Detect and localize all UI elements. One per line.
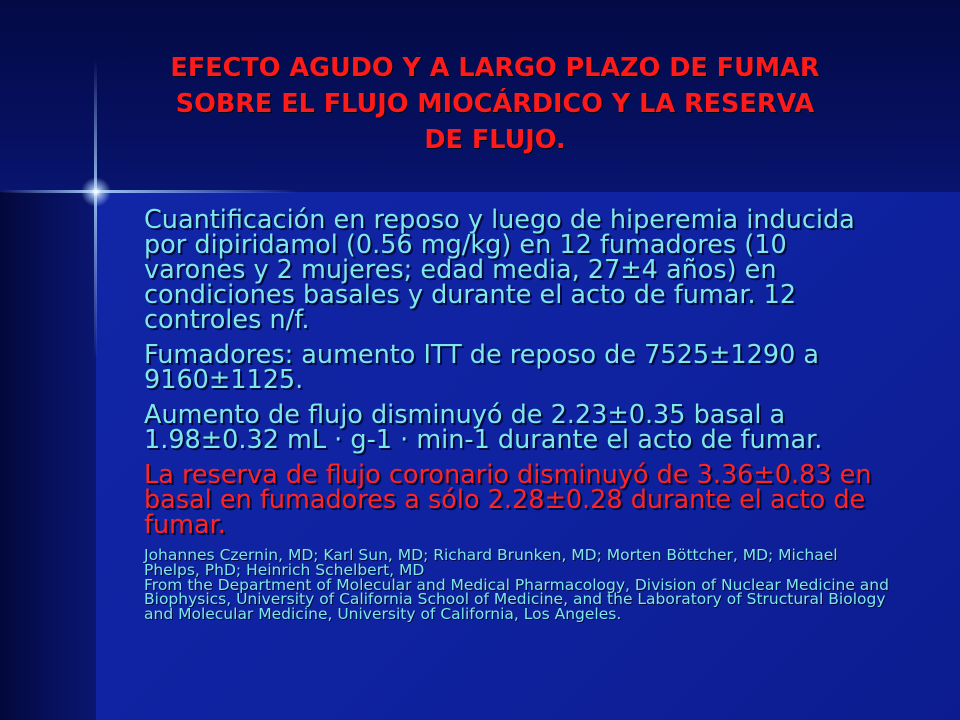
reference-line: and Molecular Medicine, University of California, Los Angeles. — [144, 605, 622, 624]
paragraph-coronary-reserve — [144, 460, 952, 540]
paragraph-line: Cuantificación en reposo y luego de hiperemia inducida — [144, 205, 855, 235]
paragraph-methods — [144, 205, 952, 335]
reference-line: Phelps, PhD; Heinrich Schelbert, MD — [144, 560, 425, 579]
title-line: DE FLUJO. — [424, 125, 566, 155]
paragraph-line: 1.98±0.32 mL · g-1 · min-1 durante el acto de fumar. — [144, 425, 823, 455]
paragraph-line: controles n/f. — [144, 305, 310, 335]
paragraph-line: Aumento de flujo disminuyó de 2.23±0.35 basal a — [144, 400, 786, 430]
sparkle-vertical-ray — [94, 60, 97, 360]
paragraph-line: La reserva de flujo coronario disminuyó de 3.36±0.83 en — [144, 460, 872, 490]
paragraph-line: Fumadores: aumento ITT de reposo de 7525±1290 a — [144, 340, 820, 370]
title-line: EFECTO AGUDO Y A LARGO PLAZO DE FUMAR — [170, 53, 820, 83]
paragraph-line: condiciones basales y durante el acto de fumar. 12 — [144, 280, 797, 310]
slide-body — [144, 205, 952, 624]
reference-line: Johannes Czernin, MD; Karl Sun, MD; Richard Brunken, MD; Morten Böttcher, MD; Michael — [144, 546, 838, 564]
sparkle-star-icon — [81, 177, 111, 207]
paragraph-line: 9160±1125. — [144, 365, 304, 395]
paragraph-smokers-itt — [144, 340, 952, 395]
slide-title — [120, 50, 870, 158]
paragraph-line: varones y 2 mujeres; edad media, 27±4 años) en — [144, 255, 777, 285]
paragraph-line: por dipiridamol (0.56 mg/kg) en 12 fumadores (10 — [144, 230, 787, 260]
paragraph-line: fumar. — [144, 510, 226, 540]
paragraph-line: basal en fumadores a sólo 2.28±0.28 durante el acto de — [144, 485, 866, 515]
reference-line: From the Department of Molecular and Medical Pharmacology, Division of Nuclear Medicine and — [144, 575, 889, 594]
reference-line: Biophysics, University of California School of Medicine, and the Laboratory of Structural Biology — [144, 590, 886, 609]
sparkle-horizontal-ray — [0, 190, 300, 193]
reference-citation — [144, 548, 952, 622]
title-line: SOBRE EL FLUJO MIOCÁRDICO Y LA RESERVA — [175, 89, 815, 119]
paragraph-flow-increase — [144, 400, 952, 455]
